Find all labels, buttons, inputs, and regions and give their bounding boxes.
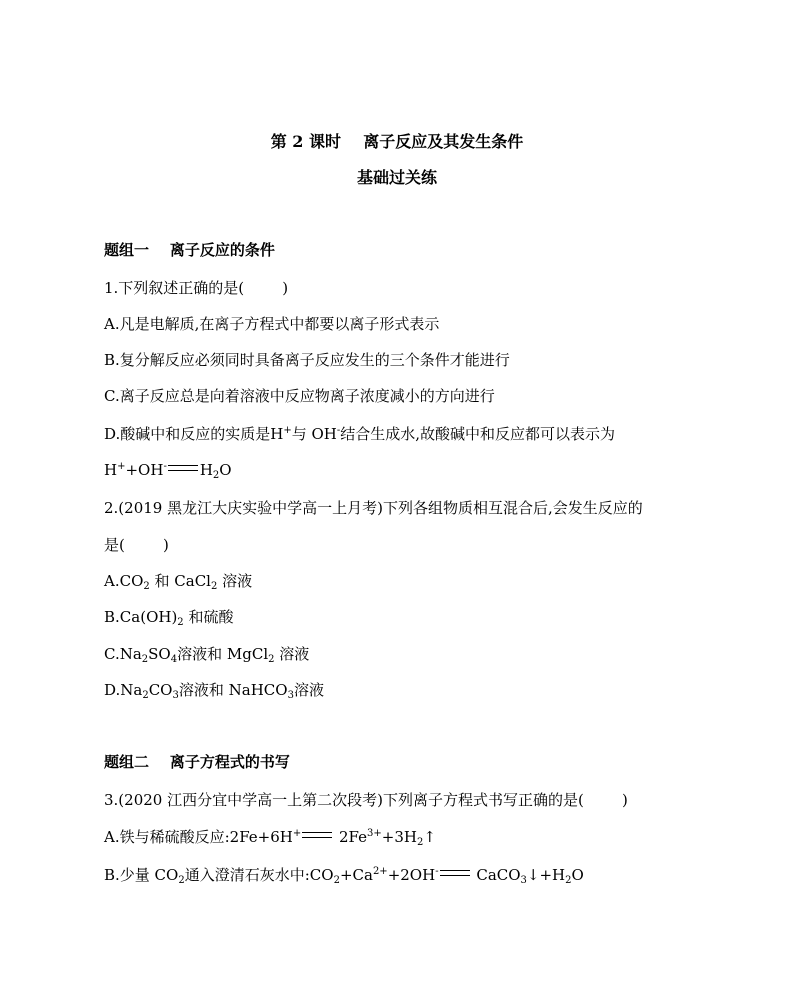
text-span: 与 OH [291, 425, 337, 443]
page-subtitle: 基础过关练 [356, 168, 437, 187]
text-span: H [104, 461, 118, 479]
text-span: CaCO [471, 866, 521, 884]
question-2-option-b [104, 607, 233, 627]
subscript: 2 [142, 690, 149, 701]
text-span: D.Na [104, 681, 143, 699]
text-span: ↓+H [526, 866, 566, 884]
question-2-stem-line-2: 是( ) [104, 536, 169, 554]
question-1-option-d-equation [104, 460, 232, 480]
text-span: 溶液和 NaHCO [178, 681, 288, 699]
subscript: 2 [212, 470, 220, 481]
question-1-option-d [104, 424, 615, 444]
subscript: 2 [178, 875, 185, 886]
superscript: + [292, 828, 302, 839]
question-3-stem: 3.(2020 江西分宜中学高一上第二次段考)下列离子方程式书写正确的是( ) [104, 791, 628, 809]
subscript: 2 [416, 837, 424, 848]
text-span: +3H [381, 828, 417, 846]
text-span: D.酸碱中和反应的实质是H [104, 425, 284, 443]
question-3-option-a [104, 827, 436, 847]
text-span: 溶液 [274, 645, 310, 663]
page-title: 第 2 课时 离子反应及其发生条件 [270, 132, 524, 151]
text-span: SO [148, 645, 171, 663]
text-span: 溶液 [217, 572, 253, 590]
text-span: 和 CaCl [149, 572, 211, 590]
subscript: 2 [141, 654, 149, 665]
text-span: B.Ca(OH) [104, 608, 178, 626]
superscript: 3+ [367, 828, 382, 839]
superscript: + [117, 461, 126, 472]
question-1-option-a: A.凡是电解质,在离子方程式中都要以离子形式表示 [104, 315, 440, 333]
subscript: 2 [333, 875, 340, 886]
section-heading-2: 题组二 离子方程式的书写 [104, 753, 290, 771]
subscript: 3 [520, 875, 527, 886]
superscript: - [163, 461, 167, 472]
text-span: H [199, 461, 213, 479]
superscript: 2+ [372, 866, 388, 877]
section-heading-1: 题组一 离子反应的条件 [104, 241, 275, 259]
reaction-equals-sign [440, 870, 470, 876]
subscript: 3 [287, 690, 294, 701]
text-span: +2OH [387, 866, 436, 884]
superscript: - [336, 425, 341, 436]
question-1-option-b: B.复分解反应必须同时具备离子反应发生的三个条件才能进行 [104, 351, 510, 369]
text-span: A.铁与稀硫酸反应:2Fe+6H [104, 828, 293, 846]
text-span: +Ca [339, 866, 373, 884]
subscript: 3 [172, 690, 179, 701]
question-2-stem-line-1: 2.(2019 黑龙江大庆实验中学高一上月考)下列各组物质相互混合后,会发生反应的 [104, 499, 643, 517]
reaction-equals-sign [302, 832, 332, 838]
question-3-option-b [104, 865, 584, 885]
question-2-option-c [104, 644, 309, 664]
question-2-option-d [104, 680, 324, 700]
text-span: CO [148, 681, 173, 699]
text-span: +OH [125, 461, 164, 479]
subscript: 2 [268, 654, 275, 665]
text-span: 结合生成水,故酸碱中和反应都可以表示为 [340, 425, 616, 443]
superscript: - [435, 866, 439, 877]
question-1-option-c: C.离子反应总是向着溶液中反应物离子浓度减小的方向进行 [104, 387, 495, 405]
reaction-equals-sign [168, 465, 198, 471]
superscript: + [283, 425, 292, 436]
text-span: 溶液和 MgCl [177, 645, 269, 663]
question-1-stem: 1.下列叙述正确的是( ) [104, 279, 289, 297]
text-span: 2Fe [334, 828, 368, 846]
subscript: 4 [170, 654, 178, 665]
question-2-option-a [104, 571, 252, 591]
text-span: 溶液 [293, 681, 324, 699]
subscript: 2 [143, 581, 150, 592]
text-span: O [571, 866, 584, 884]
text-span: A.CO [104, 572, 144, 590]
text-span: C.Na [104, 645, 142, 663]
text-span: 通入澄清石灰水中:CO [184, 866, 334, 884]
text-span: O [219, 461, 232, 479]
subscript: 2 [565, 875, 572, 886]
text-span: 和硫酸 [183, 608, 234, 626]
text-span: B.少量 CO [104, 866, 179, 884]
subscript: 2 [210, 581, 218, 592]
subscript: 2 [177, 617, 184, 628]
gas-arrow: ↑ [423, 828, 436, 846]
